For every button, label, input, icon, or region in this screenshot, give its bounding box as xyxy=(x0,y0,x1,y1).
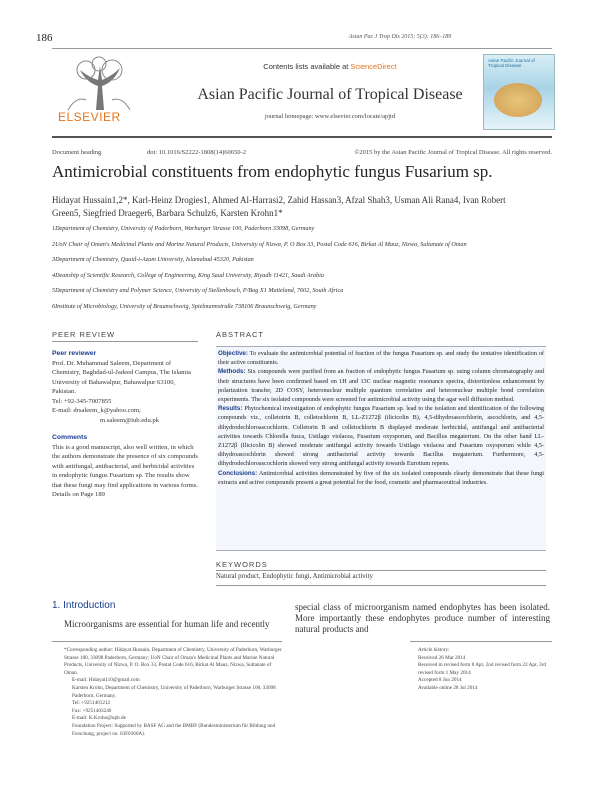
intro-right-column: special class of microorganism named endophytes has been isolated. More importantly these endophytes produce number of interesting natural products and xyxy=(295,602,550,634)
affiliation: 4Deanship of Scientific Research, College of Engineering, King Saud University, Riyadh 11421, Saudi Arabia xyxy=(52,271,324,279)
keywords-heading: KEYWORDS xyxy=(216,560,268,569)
top-rule xyxy=(52,48,552,49)
reviewer-email[interactable]: m.saleem@iub.edu.pk xyxy=(100,416,159,424)
methods-text: Six compounds were purified from an fraction of endophytic fungus Fusarium sp. using column chromatography and their structures have been confirmed based on 1H and 13C nuclear magnetic resonance spectra, distortionless enhancement by polarization transfer, 2D COSY, heteronuclear multiple quantum correlation and heteronuclear multiple bond correlation experiments. The six isolated compounds were screened for antimicrobial activity using the agar well diffusion method. xyxy=(218,368,544,404)
author-list xyxy=(52,194,552,220)
affiliation: 6Institute of Microbiology, University of Braunschweig, Spielmannstraße 738106 Braunschweig, Germany xyxy=(52,302,317,310)
cover-image xyxy=(494,83,542,117)
abstract-text xyxy=(218,349,544,487)
reviewer-text: Prof. Dr. Muhammad Saleem, Department of Chemistry, Baghdad-ul-Jadeed Campus, The Islamia University of Bahawalpur, Bahawalpur 63100, Pakistan. xyxy=(52,359,191,395)
footnote-line: Fax: +9251403240 xyxy=(72,707,112,714)
doi[interactable]: doi: 10.1016/S2222-1808(14)60650-2 xyxy=(147,149,246,156)
elsevier-logo xyxy=(52,56,146,122)
cover-title: Asian Pacific Journal of Tropical Disease xyxy=(488,58,535,69)
reviewer-email[interactable]: E-mail: drsaleem_k@yahoo.com; xyxy=(52,407,141,414)
journal-cover xyxy=(483,54,555,130)
peer-review-body xyxy=(52,349,198,500)
journal-name: Asian Pacific Journal of Tropical Disease xyxy=(197,86,463,103)
footnote-line: Karsten Krohn, Department of Chemistry, University of Paderborn, Warburger Strasse 100, 33098 Paderborn, Germany. xyxy=(72,684,276,699)
authors-line: Hidayat Hussain1,2*, Karl-Heinz Drogies1, Ahmed Al-Harrasi2, Zahid Hassan3, Afzal Shah3, Usman Ali Rana4, Ivan Robert xyxy=(52,195,506,205)
peer-review-rule xyxy=(52,341,198,342)
intro-heading: 1. Introduction xyxy=(52,600,116,611)
intro-first-line: Microorganisms are essential for human life and recently xyxy=(64,619,270,629)
conclusions-label: Conclusions: xyxy=(218,469,258,477)
reviewer-tel: Tel: +92-345-7007855 xyxy=(52,397,112,405)
masthead-rule xyxy=(52,136,552,138)
publisher-name: ELSEVIER xyxy=(58,110,121,124)
elsevier-tree-icon xyxy=(56,56,142,112)
abstract-heading: ABSTRACT xyxy=(216,330,265,339)
affiliation: 5Department of Chemistry and Polymer Science, University of Stellenbosch, P/Bag X1 Matieland, 7602, South Africa xyxy=(52,287,344,294)
doc-info-line xyxy=(52,149,552,156)
history-line: Accepted 8 Jun 2014 xyxy=(418,677,462,684)
history-line: Received in revised form 8 Apr, 2nd revised form 22 Apr, 3rd revised form 1 May 2014 xyxy=(418,662,546,676)
history-rule xyxy=(410,641,552,642)
copyright: ©2015 by the Asian Pacific Journal of Tropical Disease. All rights reserved. xyxy=(354,149,552,156)
affiliation: 2UoN Chair of Oman's Medicinal Plants and Marine Natural Products, University of Nizwa, P. O Box 33, Postal Code 616, Birkat Al Mauz, Nizwa, Sultanate of Oman xyxy=(52,240,467,248)
history-line: Received 26 Mar 2014 xyxy=(418,654,466,661)
conclusions-text: Antimicrobial activities demonstrated by five of the six isolated compounds clearly demonstrate that these fungi extracts and active compounds present a great potential for the food, cosmetic and pharmaceutical industries. xyxy=(218,469,544,486)
history-line: Article history: xyxy=(418,647,450,653)
contents-prefix: Contents lists available at xyxy=(263,62,349,71)
comments-label: Comments xyxy=(52,434,88,441)
details-link[interactable]: Details on Page 189 xyxy=(52,491,105,498)
objective-label: Objective: xyxy=(218,350,248,357)
contents-line xyxy=(200,62,460,71)
footnote-line: Foundation Project: Supported by BASF AG and the BMBF (Bundesministerium für Bildung und Forschung, project no. 03F0360A). xyxy=(72,722,276,737)
footnote-line[interactable]: E-mail: K.Krohn@upb.de xyxy=(72,715,126,722)
authors-line: Green5, Siegfried Draeger6, Barbara Schulz6, Karsten Krohn1* xyxy=(52,208,283,218)
page-number: 186 xyxy=(36,32,53,44)
affiliations xyxy=(52,224,552,317)
footnote-line: *Corresponding author: Hidayat Hussain, Department of Chemistry, University of Paderborn, Warburger Strasse 100, 33098 Paderborn, Germany; UoN Chair of Oman's Medicinal Plants and Marine Natural Products, University of Nizwa, P. O. Box 33, Postal Code 616, Birkat Al Mauz, Nizwa, Sultanate of Oman. xyxy=(64,647,282,676)
methods-label: Methods: xyxy=(218,368,246,376)
keywords-text: Natural product, Endophytic fungi, Antimicrobial activity xyxy=(216,573,373,580)
article-title: Antimicrobial constituents from endophytic fungus Fusarium sp. xyxy=(52,162,493,181)
footnote-line: Tel: +9251401212 xyxy=(72,700,111,707)
history-line: Available online 28 Jul 2014 xyxy=(418,684,478,691)
reviewer-label: Peer reviewer xyxy=(52,350,97,357)
footnote-line[interactable]: E-mail: Hidayat110@gmail.com xyxy=(72,677,140,684)
results-label: Results: xyxy=(218,405,243,413)
journal-homepage[interactable]: journal homepage: www.elsevier.com/locate/apjtd xyxy=(264,113,396,120)
article-history xyxy=(418,647,552,693)
doc-heading: Document heading xyxy=(52,149,102,156)
footnote xyxy=(64,647,282,738)
sciencedirect-link[interactable]: ScienceDirect xyxy=(350,62,397,71)
peer-review-heading: PEER REVIEW xyxy=(52,330,116,339)
results-text: Phytochemical investigation of endophytic fungus Fusarium sp. lead to the isolation and identification of the following compounds viz., colletotrin B, colletochlorin B, LL-Z1272β (ilicicolin B), 4,5-dihydroascochlorin, ascochlorin, and 4,5-dihydrodechloroascochlorin. Colletorin B and colletochlorin B displayed moderate herbicidal, antifungal and antibacterial activities towards Chlorella fusca, Ustilago violacea, Fusarium oxysporum, and Bacillus megaterium. On the other hand LL-Z1272β (Ilicicolin B) showed moderate antifungal activity towards Ustilago violacea and Fusarium oxysporum while 4,5-dihydroascochlorin showed strong antibacterial activity towards Bacillus megaterium. Furthermore, 4,5-dihydrodechloroascochlorin showed very strong antifungal activity towards Eurotium repens. xyxy=(218,405,544,468)
keywords-rule xyxy=(216,570,546,571)
footnote-rule xyxy=(52,641,282,642)
affiliation: 1Department of Chemistry, University of Paderborn, Warburger Strasse 100, Paderborn 33098, Germany xyxy=(52,225,315,232)
running-head: Asian Pac J Trop Dis 2015; 5(3): 186–189 xyxy=(348,34,452,40)
objective-text: To evaluate the antimicrobial potential of fraction of the fungus Fusarium sp. and study the tentative identification of their active constituents. xyxy=(218,350,544,367)
keywords-bottom-rule xyxy=(216,585,546,586)
affiliation: 3Department of Chemistry, Quaid-i-Azam University, Islamabad 45320, Pakistan xyxy=(52,256,254,263)
comments-text: This is a good manuscript, also well written, in which the authors demonstrate the presence of six compounds with antifungal, antibacterial, and herbicidal activities in endophytic fungus Fusarium sp. The results show that these fungi may find applications in various forms. xyxy=(52,443,198,489)
